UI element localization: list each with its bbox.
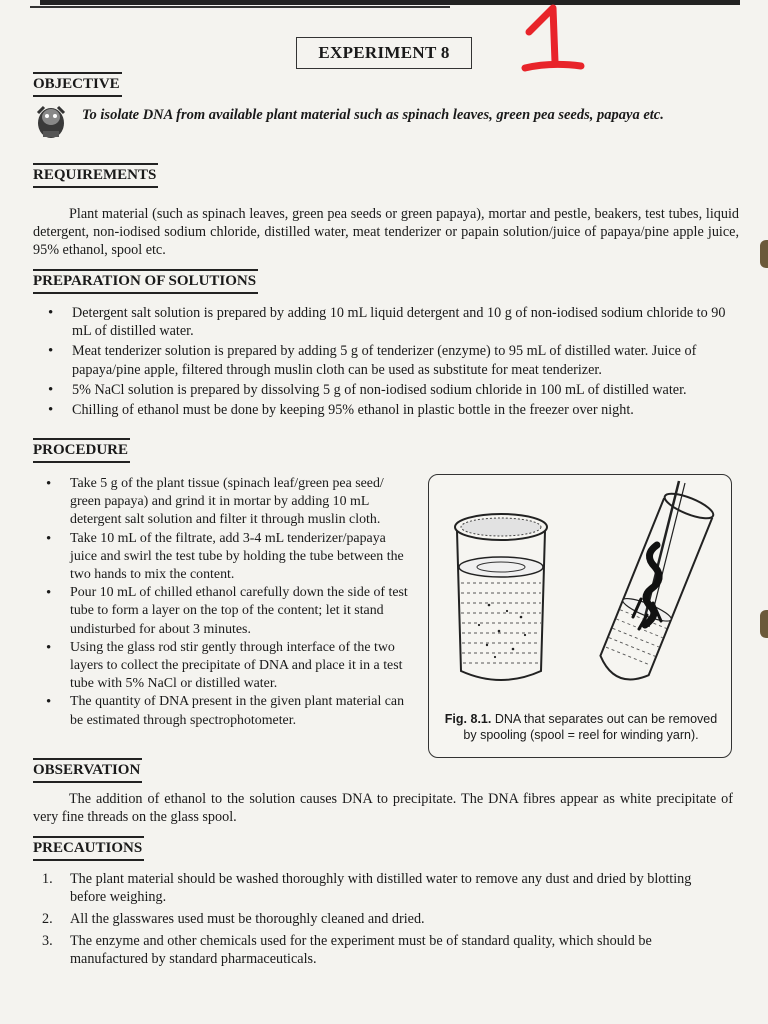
item-number: 1. (42, 871, 53, 887)
item-text: All the glasswares used must be thoroughly cleaned and dried. (70, 911, 425, 927)
observation-heading: OBSERVATION (33, 758, 142, 783)
precautions-heading: PRECAUTIONS (33, 836, 144, 861)
dna-spooling-illustration (429, 475, 731, 705)
list-item: • Meat tenderizer solution is prepared by adding 5 g of tenderizer (enzyme) to 95 mL of distilled water. Juice of papaya/pine apple, filtered through muslin cloth can be used as substitute for meat tenderizer. (72, 342, 736, 378)
figure-caption (437, 711, 725, 743)
handwritten-number-mark (515, 2, 585, 80)
figure-caption-text: DNA that separates out can be removed by spooling (spool = reel for winding yarn). (463, 712, 718, 742)
item-number: 3. (42, 933, 53, 949)
binder-hole (760, 610, 768, 638)
procedure-heading: PROCEDURE (33, 438, 130, 463)
item-text: The plant material should be washed thoroughly with distilled water to remove any dust and dried by blotting before weighing. (70, 871, 692, 905)
list-item: • Detergent salt solution is prepared by adding 10 mL liquid detergent and 10 g of non-iodised sodium chloride to 90 mL of distilled water. (72, 304, 736, 340)
binder-hole (760, 240, 768, 268)
figure-label: Fig. 8.1. (444, 712, 492, 726)
preparation-list (72, 304, 736, 419)
figure-dna-spooling (428, 474, 732, 758)
list-item: • Chilling of ethanol must be done by keeping 95% ethanol in plastic bottle in the freezer over night. (72, 401, 736, 419)
objective-mascot-icon (34, 103, 68, 141)
list-item (42, 870, 730, 906)
objective-text: To isolate DNA from available plant material such as spinach leaves, green pea seeds, papaya etc. (82, 107, 664, 123)
observation-text: The addition of ethanol to the solution causes DNA to precipitate. The DNA fibres appear as white precipitate of very fine threads on the glass spool. (33, 791, 733, 825)
procedure-list (70, 475, 415, 730)
item-number: 2. (42, 911, 53, 927)
list-item: • Using the glass rod stir gently through interface of the two layers to collect the precipitate of DNA and place it in a test tube with 5% NaCl or distilled water. (70, 639, 415, 694)
requirements-heading: REQUIREMENTS (33, 163, 158, 188)
list-item (42, 910, 730, 928)
requirements-text: Plant material (such as spinach leaves, green pea seeds or green papaya), mortar and pestle, beakers, test tubes, liquid detergent, non-iodised sodium chloride, distilled water, meat tenderizer or papain solution/juice of papaya/pine apple juice, 95% ethanol, spool etc. (33, 206, 739, 258)
list-item: • The quantity of DNA present in the given plant material can be estimated through spectrophotometer. (70, 693, 415, 729)
precautions-list (42, 870, 730, 972)
top-rule-thin (30, 6, 450, 8)
objective-heading: OBJECTIVE (33, 72, 122, 97)
experiment-title: EXPERIMENT 8 (296, 37, 472, 69)
list-item: • Take 10 mL of the filtrate, add 3-4 mL tenderizer/papaya juice and swirl the test tube by holding the tube between the two hands to mix the content. (70, 530, 415, 585)
list-item: • Pour 10 mL of chilled ethanol carefully down the side of test tube to form a layer on the top of the content; let it stand undisturbed for about 3 minutes. (70, 584, 415, 639)
list-item (42, 932, 730, 968)
list-item: • 5% NaCl solution is prepared by dissolving 5 g of non-iodised sodium chloride in 100 mL of distilled water. (72, 381, 736, 399)
list-item: • Take 5 g of the plant tissue (spinach leaf/green pea seed/ green papaya) and grind it in mortar by adding 10 mL detergent salt solution and filter it through muslin cloth. (70, 475, 415, 530)
preparation-heading: PREPARATION OF SOLUTIONS (33, 269, 258, 294)
top-rule (40, 0, 740, 5)
item-text: The enzyme and other chemicals used for the experiment must be of standard quality, which should be manufactured by standard pharmaceuticals. (70, 933, 652, 967)
